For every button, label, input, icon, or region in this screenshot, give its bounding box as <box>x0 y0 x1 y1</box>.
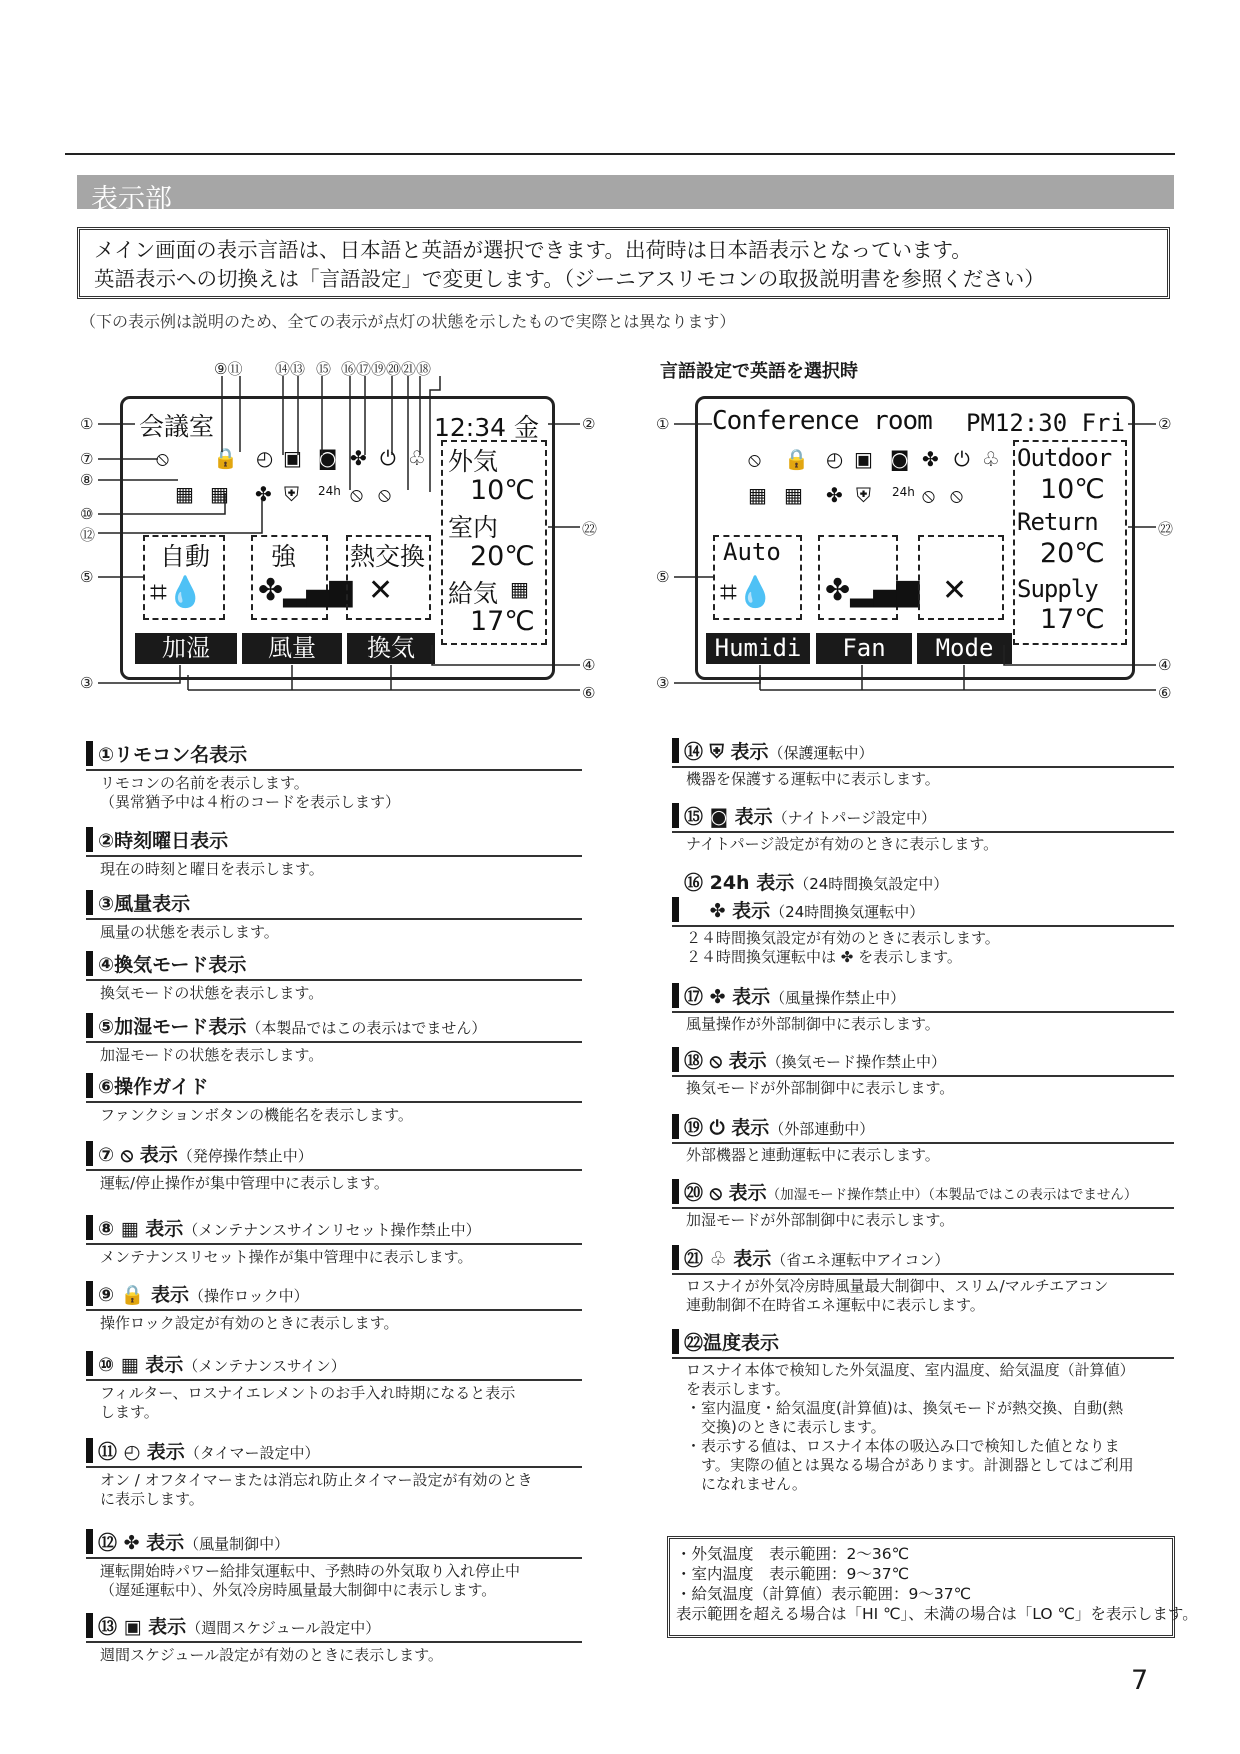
en-timer-icon: ◴ <box>826 447 844 471</box>
en-callout-2: ② <box>1158 415 1172 433</box>
jp-nightpurge-icon: ◙ <box>318 446 338 470</box>
jp-supply-label: 給気 <box>448 579 499 608</box>
en-heat-exchange-icon: ✕ <box>942 573 968 608</box>
left-section-title: ⑬ ▣ 表示（週間スケジュール設定中） <box>98 1612 380 1639</box>
section-rule <box>86 1466 582 1468</box>
right-section-title: ⑮ ◙ 表示（ナイトパージ設定中） <box>684 802 936 829</box>
section-rule <box>86 1557 582 1559</box>
jp-maint-reset-icon: ▦ <box>175 482 194 506</box>
jp-callout-14-13: ⑭⑬ <box>275 360 306 378</box>
callout-leader-lines <box>0 0 1240 720</box>
en-outdoor-label: Outdoor <box>1017 444 1112 472</box>
jp-room-name: 会議室 <box>139 412 215 441</box>
left-section-title: ④換気モード表示 <box>98 950 246 977</box>
left-section-body: 加湿モードの状態を表示します。 <box>100 1046 324 1064</box>
en-callout-22: ㉒ <box>1158 520 1174 538</box>
page-number: 7 <box>1131 1665 1149 1696</box>
right-section-body: ロスナイ本体で検知した外気温度、室内温度、給気温度（計算値） を表示します。 ・室内温度・給気温度(計算値)は、換気モードが熱交換、自動(熱 交換)のときに表示します。 ・表示する値は、ロスナイ本体の吸込み口で検知した値となりま す。実際の値とは異なる場合があります。計測器としてはご利用 になれません。 <box>686 1361 1135 1493</box>
section-rule <box>672 766 1174 768</box>
en-callout-1: ① <box>656 415 670 433</box>
en-eco-icon: ♧ <box>982 447 1000 471</box>
jp-callout-4: ④ <box>582 656 596 674</box>
section-rule <box>672 1273 1174 1275</box>
jp-callout-22: ㉒ <box>582 520 598 538</box>
left-section-title: ⑫ ✤ 表示（風量制御中） <box>98 1528 289 1555</box>
jp-24h-icon: 24h <box>318 484 341 498</box>
jp-fan-level-icon: ✤▂▄▆ <box>258 573 353 608</box>
jp-calc-icon: ▦ <box>510 577 529 601</box>
range-over-under: 表示範囲を超える場合は「HI ℃」、未満の場合は「LO ℃」を表示します。 <box>676 1605 1198 1623</box>
en-supply-label: Supply <box>1017 575 1098 603</box>
left-section-body: フィルター、ロスナイエレメントのお手入れ時期になると表示 します。 <box>100 1384 516 1421</box>
en-callout-6: ⑥ <box>1158 684 1172 702</box>
range-indoor: ・室内温度 表示範囲：9〜37℃ <box>676 1565 909 1583</box>
jp-callout-10: ⑩ <box>80 505 94 523</box>
en-fan-level-icon: ✤▂▄▆ <box>825 573 920 608</box>
jp-eco-icon: ♧ <box>408 446 426 470</box>
jp-vent-prohibit-icon: ⦸ <box>350 482 364 506</box>
right-section-body: 機器を保護する運転中に表示します。 <box>686 770 940 788</box>
en-fan-control-icon: ✤ <box>826 483 843 507</box>
en-callout-5: ⑤ <box>656 568 670 586</box>
right-section-title: ⑭ ⛨ 表示（保護運転中） <box>684 737 874 764</box>
en-protect-icon: ⛨ <box>856 483 871 507</box>
left-section-title: ⑧ ▦ 表示（メンテナンスサインリセット操作禁止中） <box>98 1214 481 1241</box>
section-rule <box>86 979 582 981</box>
en-return-label: Return <box>1017 508 1098 536</box>
jp-callout-7: ⑦ <box>80 450 94 468</box>
left-section-body: 運転開始時パワー給排気運転中、予熱時の外気取り入れ停止中 （遅延運転中）、外気冷房時風量最大制御中に表示します。 <box>100 1562 521 1599</box>
en-return-temp: 20℃ <box>1040 538 1105 569</box>
left-section-body: リモコンの名前を表示します。 （異常猶予中は４桁のコードを表示します） <box>100 774 401 811</box>
jp-onoff-prohibit-icon: ⦸ <box>156 446 170 470</box>
range-supply: ・給気温度（計算値）表示範囲：9〜37℃ <box>676 1585 971 1603</box>
jp-maint-sign-icon: ▦ <box>210 482 229 506</box>
jp-callout-1: ① <box>80 415 94 433</box>
jp-callout-6: ⑥ <box>582 684 596 702</box>
jp-callout-2: ② <box>582 415 596 433</box>
right-section-title: ⑯ 24h 表示（24時間換気設定中） <box>684 872 949 894</box>
left-section-body: ファンクションボタンの機能名を表示します。 <box>100 1106 413 1124</box>
right-section-title: ✤ 表示（24時間換気運転中） <box>684 896 924 923</box>
right-section-title: ⑰ ✤ 表示（風量操作禁止中） <box>684 982 905 1009</box>
section-rule <box>86 1243 582 1245</box>
en-vent-prohibit-icon: ⦸ <box>922 483 936 507</box>
left-section-title: ⑦ ⦸ 表示（発停操作禁止中） <box>98 1140 313 1167</box>
en-fn-button-mode: Mode <box>917 633 1012 664</box>
en-humid-prohibit-icon: ⦸ <box>950 483 964 507</box>
en-maint-sign-icon: ▦ <box>784 483 803 507</box>
notice-line-1: メイン画面の表示言語は、日本語と英語が選択できます。出荷時は日本語表示となっています。 <box>94 238 972 262</box>
jp-callout-8: ⑧ <box>80 471 94 489</box>
right-section-title: ⑲ ⏻ 表示（外部連動中） <box>684 1113 874 1140</box>
display-example-note: （下の表示例は説明のため、全ての表示が点灯の状態を示したもので実際とは異なります） <box>80 312 736 331</box>
right-section-body: 外部機器と連動運転中に表示します。 <box>686 1146 940 1164</box>
en-clock: PM12:30 Fri <box>966 409 1125 437</box>
notice-line-2: 英語表示への切換えは「言語設定」で変更します。（ジーニアスリモコンの取扱説明書を参照ください） <box>94 267 1045 291</box>
section-rule <box>86 769 582 771</box>
left-section-title: ⑨ 🔒 表示（操作ロック中） <box>98 1280 309 1307</box>
section-rule <box>86 1309 582 1311</box>
jp-callout-9-11: ⑨⑪ <box>214 360 243 378</box>
right-section-body: ロスナイが外気冷房時風量最大制御中、スリム/マルチエアコン 連動制御不在時省エネ運転中に表示します。 <box>686 1277 1109 1314</box>
left-section-body: オン / オフタイマーまたは消忘れ防止タイマー設定が有効のとき に表示します。 <box>100 1471 533 1508</box>
left-section-title: ⑤加湿モード表示（本製品ではこの表示はでません） <box>98 1012 486 1039</box>
en-fn-button-fan: Fan <box>816 633 912 664</box>
left-section-body: 現在の時刻と曜日を表示します。 <box>100 860 324 878</box>
right-section-title: ⑱ ⦸ 表示（換気モード操作禁止中） <box>684 1046 946 1073</box>
en-room-name: Conference room <box>712 406 932 436</box>
section-rule <box>86 1169 582 1171</box>
english-caption: 言語設定で英語を選択時 <box>660 361 858 382</box>
jp-callout-3: ③ <box>80 674 94 692</box>
jp-clock: 12:34 金 <box>434 413 539 442</box>
jp-callout-5: ⑤ <box>80 568 94 586</box>
en-callout-3: ③ <box>656 674 670 692</box>
left-section-title: ③風量表示 <box>98 889 190 916</box>
right-section-body: 換気モードが外部制御中に表示します。 <box>686 1079 955 1097</box>
jp-lock-icon: 🔒 <box>213 446 238 470</box>
jp-timer-icon: ◴ <box>256 446 274 470</box>
en-humid-mode: Auto <box>723 538 781 566</box>
jp-indoor-temp: 20℃ <box>470 541 535 572</box>
section-rule <box>672 1075 1174 1077</box>
left-section-body: 運転/停止操作が集中管理中に表示します。 <box>100 1174 389 1192</box>
jp-callout-12: ⑫ <box>80 526 96 544</box>
jp-weekly-icon: ▣ <box>283 446 302 470</box>
en-callout-4: ④ <box>1158 656 1172 674</box>
section-rule <box>86 855 582 857</box>
jp-fn-button-vent: 換気 <box>347 633 435 664</box>
section-rule <box>86 1641 582 1643</box>
section-rule <box>86 1379 582 1381</box>
en-humid-drops-icon: ⌗💧 <box>720 575 775 610</box>
temperature-range-box <box>667 1536 1198 1638</box>
en-onoff-prohibit-icon: ⦸ <box>748 447 762 471</box>
jp-callout-16-18: ⑯⑰⑲⑳㉑⑱ <box>341 360 432 378</box>
jp-outdoor-label: 外気 <box>448 447 499 476</box>
right-section-title: ⑳ ⦸ 表示（加湿モード操作禁止中）（本製品ではこの表示はでません） <box>684 1178 1137 1205</box>
jp-heat-exchange-icon: ✕ <box>368 573 394 608</box>
en-nightpurge-icon: ◙ <box>890 447 910 471</box>
jp-fan-mode: 強 <box>271 542 297 571</box>
section-rule <box>672 925 1174 927</box>
left-section-title: ②時刻曜日表示 <box>98 826 228 853</box>
section-rule <box>672 1011 1174 1013</box>
right-section-body: 風量操作が外部制御中に表示します。 <box>686 1015 940 1033</box>
en-maint-reset-icon: ▦ <box>748 483 767 507</box>
left-section-body: メンテナンスリセット操作が集中管理中に表示します。 <box>100 1248 473 1266</box>
jp-humid-mode: 自動 <box>160 542 211 571</box>
jp-callout-15: ⑮ <box>316 360 332 378</box>
left-section-body: 週間スケジュール設定が有効のときに表示します。 <box>100 1646 443 1664</box>
range-outdoor: ・外気温度 表示範囲：2〜36℃ <box>676 1545 909 1563</box>
left-section-title: ⑩ ▦ 表示（メンテナンスサイン） <box>98 1350 346 1377</box>
jp-protect-icon: ⛨ <box>284 482 299 506</box>
jp-fan-control-icon: ✤ <box>255 482 272 506</box>
right-section-body: ナイトパージ設定が有効のときに表示します。 <box>686 835 999 853</box>
right-section-title: ㉒温度表示 <box>684 1328 779 1355</box>
en-lock-icon: 🔒 <box>784 447 809 471</box>
jp-humid-prohibit-icon: ⦸ <box>378 482 392 506</box>
section-rule <box>672 1357 1174 1359</box>
left-section-title: ⑥操作ガイド <box>98 1072 209 1099</box>
jp-outdoor-temp: 10℃ <box>470 475 535 506</box>
section-rule <box>672 831 1174 833</box>
en-weekly-icon: ▣ <box>854 447 873 471</box>
jp-supply-temp: 17℃ <box>470 606 535 637</box>
jp-vent-mode: 熱交換 <box>350 542 426 571</box>
section-rule <box>86 918 582 920</box>
jp-indoor-label: 室内 <box>448 513 499 542</box>
section-rule <box>86 1041 582 1043</box>
section-rule <box>672 1207 1174 1209</box>
en-supply-temp: 17℃ <box>1040 604 1105 635</box>
en-fan-prohibit-icon: ✤ <box>922 447 939 471</box>
left-section-body: 換気モードの状態を表示します。 <box>100 984 324 1002</box>
right-section-body: 加湿モードが外部制御中に表示します。 <box>686 1211 955 1229</box>
right-section-body: ２４時間換気設定が有効のときに表示します。 ２４時間換気運転中は ✤ を表示します。 <box>686 929 1000 966</box>
left-section-body: 風量の状態を表示します。 <box>100 923 279 941</box>
section-rule <box>672 1142 1174 1144</box>
en-outdoor-temp: 10℃ <box>1040 474 1105 505</box>
jp-fan-prohibit-icon: ✤ <box>350 446 367 470</box>
left-section-body: 操作ロック設定が有効のときに表示します。 <box>100 1314 399 1332</box>
jp-fn-button-fan: 風量 <box>242 633 342 664</box>
en-link-icon: ⏻ <box>954 447 970 471</box>
jp-fn-button-humid: 加湿 <box>135 633 237 664</box>
jp-humid-drops-icon: ⌗💧 <box>150 575 205 610</box>
left-section-title: ①リモコン名表示 <box>98 740 247 767</box>
section-rule <box>86 1101 582 1103</box>
section-title: 表示部 <box>91 184 172 215</box>
jp-link-icon: ⏻ <box>380 446 396 470</box>
right-section-title: ㉑ ♧ 表示（省エネ運転中アイコン） <box>684 1244 949 1271</box>
left-section-title: ⑪ ◴ 表示（タイマー設定中） <box>98 1437 320 1464</box>
en-fn-button-humid: Humidi <box>706 633 810 664</box>
en-24h-icon: 24h <box>892 485 915 499</box>
